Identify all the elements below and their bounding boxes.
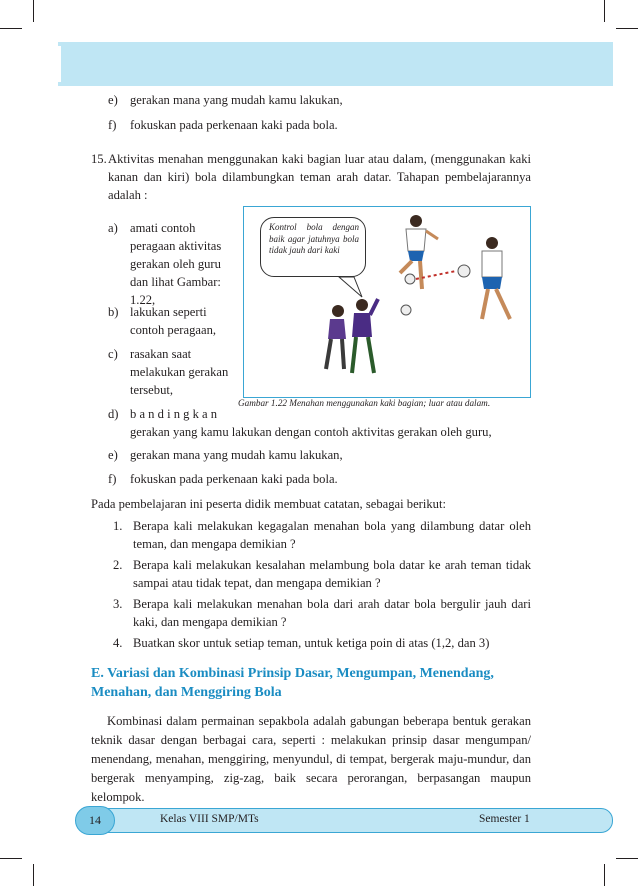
step-b-line: contoh peragaan,	[130, 323, 217, 337]
note-item-4	[113, 634, 122, 652]
item-15-text: Aktivitas menahan menggunakan kaki bagian luar atau dalam, (menggunakan kaki kanan dan kiri) bola dilambungkan teman arah datar. Tahapan pembelajarannya adalah :	[108, 152, 531, 202]
list-marker: e)	[108, 448, 118, 462]
note-text-3: Berapa kali melakukan menahan bola dari arah datar bola bergulir jauh dari kaki, dan mengapa demikian ?	[133, 597, 531, 629]
student-figure-short	[326, 305, 346, 369]
crop-mark	[616, 858, 638, 859]
step-b-marker: b)	[108, 305, 119, 319]
ball-icon	[401, 305, 411, 315]
crop-mark	[0, 858, 22, 859]
footer-book-title: Kelas VIII SMP/MTs	[160, 813, 259, 825]
header-band	[58, 42, 613, 86]
step-c-line: rasakan saat	[130, 347, 192, 361]
list-text: fokuskan pada perkenaan kaki pada bola.	[130, 118, 338, 132]
step-a-marker: a)	[108, 221, 118, 235]
crop-mark	[604, 864, 605, 886]
note-text-1: Berapa kali melakukan kegagalan menahan bola yang dilambung datar oleh teman, dan mengapa demikian ?	[133, 519, 531, 551]
figure-caption: Gambar 1.22 Menahan menggunakan kaki bagian; luar atau dalam.	[238, 398, 491, 408]
notes-intro: Pada pembelajaran ini peserta didik membuat catatan, sebagai berikut:	[91, 497, 446, 511]
crop-mark	[33, 0, 34, 22]
step-a-line: amati contoh	[130, 221, 196, 235]
note-text-4: Buatkan skor untuk setiap teman, untuk ketiga poin di atas (1,2, dan 3)	[133, 636, 490, 650]
note-item-2	[113, 556, 122, 574]
page-footer	[75, 806, 613, 835]
step-b-line: lakukan seperti	[130, 305, 207, 319]
football-players-illustration	[244, 207, 530, 397]
crop-mark	[0, 28, 22, 29]
step-c-line: melakukan gerakan	[130, 365, 229, 379]
step-e	[108, 446, 343, 464]
crop-mark	[33, 864, 34, 886]
step-a-line: peragaan aktivitas	[130, 239, 222, 253]
step-d-line: b a n d i n g k a n	[130, 407, 218, 421]
speech-bubble: Kontrol bola dengan baik agar jatuhnya bola tidak jauh dari kaki	[260, 217, 366, 277]
step-a-line: dan lihat Gambar:	[130, 275, 221, 289]
list-marker: f)	[108, 472, 117, 486]
section-paragraph: Kombinasi dalam permainan sepakbola adalah gabungan beberapa bentuk gerakan teknik dasar dengan berbagai cara, seperti : melakukan prinsip dasar mengumpan/ menendang, menahan, menggiring, menyundul, di tempat, bergerak maju-mundur, dan bergerak menyamping, zig-zag, baik secara perorangan, berpasangan maupun kelompok.	[91, 714, 531, 804]
list-marker: e)	[108, 93, 118, 107]
player-passing-ball	[482, 237, 510, 319]
bubble-tail	[339, 277, 362, 297]
header-band-edge	[55, 46, 61, 82]
step-d-marker: d)	[108, 407, 119, 421]
note-item-3	[113, 595, 122, 613]
list-text: gerakan mana yang mudah kamu lakukan,	[130, 93, 343, 107]
note-marker: 1.	[113, 519, 123, 533]
step-a-line: gerakan oleh guru	[130, 257, 221, 271]
step-c-marker: c)	[108, 347, 118, 361]
note-text-2: Berapa kali melakukan kesalahan melambung bola datar ke arah teman tidak sampai atau tidak tepat, dan mengapa demikian ?	[133, 558, 531, 590]
step-a-line: 1.22,	[130, 293, 156, 307]
step-c-line: tersebut,	[130, 383, 174, 397]
item-15-number: 15.	[91, 152, 107, 166]
ball-icon	[405, 274, 415, 284]
footer-semester: Semester 1	[479, 813, 530, 825]
crop-mark	[604, 0, 605, 22]
list-item-top-e	[108, 91, 343, 109]
note-item-1	[113, 517, 122, 535]
step-d-line: gerakan yang kamu lakukan dengan contoh aktivitas gerakan oleh guru,	[130, 425, 492, 439]
list-text: gerakan mana yang mudah kamu lakukan,	[130, 448, 343, 462]
section-heading: E. Variasi dan Kombinasi Prinsip Dasar, Mengumpan, Menendang, Menahan, dan Menggiring Bola	[91, 666, 494, 700]
page-number: 14	[75, 806, 115, 835]
note-marker: 2.	[113, 558, 123, 572]
note-marker: 3.	[113, 597, 123, 611]
ball-icon	[458, 265, 470, 277]
figure-1-22	[243, 206, 531, 398]
step-f	[108, 470, 338, 488]
note-marker: 4.	[113, 636, 123, 650]
crop-mark	[616, 28, 638, 29]
list-item-top-f	[108, 116, 338, 134]
list-text: fokuskan pada perkenaan kaki pada bola.	[130, 472, 338, 486]
list-marker: f)	[108, 118, 117, 132]
student-figure-pointing	[352, 299, 378, 373]
